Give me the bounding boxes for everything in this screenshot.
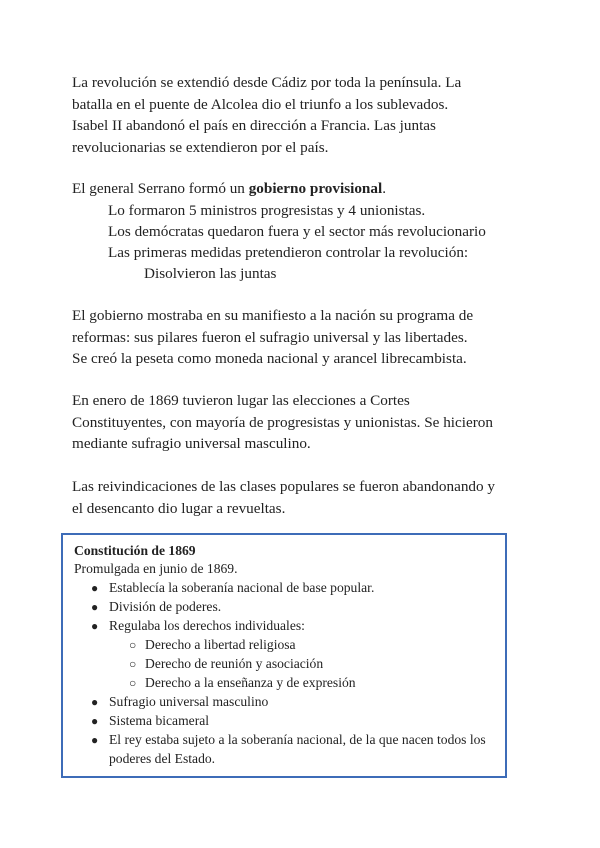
paragraph-revolts [72,476,532,519]
text-line [72,178,532,200]
indented-line: Lo formaron 5 ministros progresistas y 4 unionistas. [108,202,426,219]
bold-term: gobierno provisional [248,180,383,197]
box-title: Constitución de 1869 [74,543,196,558]
paragraph-provisional-government [72,178,532,200]
bullet-icon: ● [91,695,99,709]
box-subtitle: Promulgada en junio de 1869. [74,561,238,576]
sub-list-item: Derecho de reunión y asociación [145,656,324,671]
paragraph-elections [72,390,532,455]
text-line: Se creó la peseta como moneda nacional y arancel librecambista. [72,350,467,367]
bullet-icon: ● [91,619,99,633]
text-line: La revolución se extendió desde Cádiz por toda la península. La [72,74,462,91]
sub-list-item: Derecho a la enseñanza y de expresión [145,675,356,690]
text-line: Isabel II abandonó el país en dirección a Francia. Las juntas [72,117,436,134]
text-line: revolucionarias se extendieron por el país. [72,138,329,156]
list-item: El rey estaba sujeto a la soberanía nacional, de la que nacen todos los [109,732,486,747]
text-line: mediante sufragio universal masculino. [72,435,311,452]
sub-bullet-icon: ○ [129,638,137,652]
text-line: reformas: sus pilares fueron el sufragio universal y las libertades. [72,328,468,346]
paragraph-revolution [72,72,532,158]
paragraph-manifesto [72,305,532,370]
list-item: Sufragio universal masculino [109,694,269,709]
bullet-icon: ● [91,581,99,595]
list-item: Establecía la soberanía nacional de base popular. [109,580,375,595]
text-run: El general Serrano formó un [72,180,249,197]
indented-line: Los demócratas quedaron fuera y el sector más revolucionario [108,223,486,240]
constitution-box [61,533,507,778]
bullet-icon: ● [91,600,99,614]
text-line: Las reivindicaciones de las clases populares se fueron abandonando y [72,478,495,495]
list-item: Regulaba los derechos individuales: [109,618,305,633]
text-line: El gobierno mostraba en su manifiesto a la nación su programa de [72,307,474,324]
sub-bullet-icon: ○ [129,657,137,671]
sub-bullet-icon: ○ [129,676,137,690]
bullet-icon: ● [91,733,99,747]
indented-line: Las primeras medidas pretendieron controlar la revolución: [108,244,469,261]
text-run: . [382,180,386,197]
list-item: División de poderes. [109,599,222,614]
bullet-icon: ● [91,714,99,728]
list-item-continuation: poderes del Estado. [109,751,216,766]
sub-list-item: Derecho a libertad religiosa [145,637,296,652]
text-line: el desencanto dio lugar a revueltas. [72,499,286,517]
text-line: Constituyentes, con mayoría de progresistas y unionistas. Se hicieron [72,413,493,431]
double-indented-line: Disolvieron las juntas [144,265,277,282]
list-item: Sistema bicameral [109,713,210,728]
text-line: En enero de 1869 tuvieron lugar las elecciones a Cortes [72,392,410,409]
text-line: batalla en el puente de Alcolea dio el triunfo a los sublevados. [72,95,449,113]
